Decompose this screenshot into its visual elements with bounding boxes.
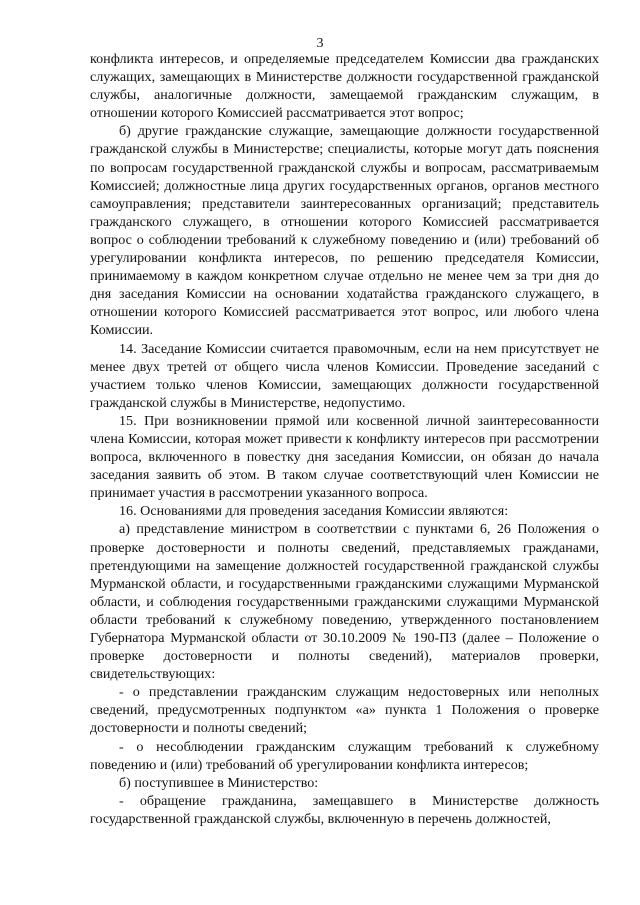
list-item-unreliable-info: - о представлении гражданским служащим недостоверных или неполных сведений, предусмотренных подпунктом «а» пункта 1 Положения о проверке достоверности и полноты сведений; xyxy=(90,684,599,737)
paragraph-continuation: конфликта интересов, и определяемые председателем Комиссии два гражданских служащих, замещающих в Министерстве должности государственной гражданской службы, аналогичные должности, замещаемой гражданским служащим, в отношении которого Комиссией рассматривается этот вопрос; xyxy=(90,51,599,122)
paragraph-14: 14. Заседание Комиссии считается правомочным, если на нем присутствует не менее двух третей от общего числа членов Комиссии. Проведение заседаний с участием только членов Комиссии, замещающих должности государственной гражданской службы в Министерстве, недопустимо. xyxy=(90,340,599,411)
list-item-noncompliance: - о несоблюдении гражданским служащим требований к служебному поведению и (или) требований об урегулировании конфликта интересов; xyxy=(90,738,599,773)
paragraph-16: 16. Основаниями для проведения заседания Комиссии являются: xyxy=(119,503,509,520)
list-item-citizen-appeal: - обращение гражданина, замещавшего в Министерстве должность государственной гражданской службы, включенную в перечень должностей, xyxy=(90,792,599,827)
paragraph-15: 15. При возникновении прямой или косвенной личной заинтересованности члена Комиссии, которая может привести к конфликту интересов при рассмотрении вопроса, включенного в повестку дня заседания Комиссии, он обязан до начала заседания заявить об этом. В таком случае соответствующий член Комиссии не принимает участия в рассмотрении указанного вопроса. xyxy=(90,412,599,502)
paragraph-16b: б) поступившее в Министерство: xyxy=(119,774,319,791)
document-body xyxy=(90,50,599,828)
page-number: 3 xyxy=(316,36,324,51)
paragraph-b-participants: б) другие гражданские служащие, замещающие должности государственной гражданской службы в Министерстве; специалисты, которые могут дать пояснения по вопросам государственной гражданской службы и вопросам, рассматриваемым Комиссией; должностные лица других государственных органов, органов местного самоуправления; представители заинтересованных организаций; представитель гражданского служащего, в отношении которого Комиссией рассматривается вопрос о соблюдении требований к служебному поведению и (или) требований об урегулировании конфликта интересов, по решению председателя Комиссии, принимаемому в каждом конкретном случае отдельно не менее чем за три дня до дня заседания Комиссии на основании ходатайства гражданского служащего, в отношении которого Комиссией рассматривается этот вопрос, или любого члена Комиссии. xyxy=(90,123,599,339)
paragraph-16a: а) представление министром в соответствии с пунктами 6, 26 Положения о проверке достоверности и полноты сведений, представляемых гражданами, претендующими на замещение должностей государственной гражданской службы Мурманской области, и государственными гражданскими служащими Мурманской области, и соблюдения государственными гражданскими служащими Мурманской области требований к служебному поведению, утвержденного постановлением Губернатора Мурманской области от 30.10.2009 № 190-ПЗ (далее – Положение о проверке достоверности и полноты сведений), материалов проверки, свидетельствующих: xyxy=(90,521,599,683)
